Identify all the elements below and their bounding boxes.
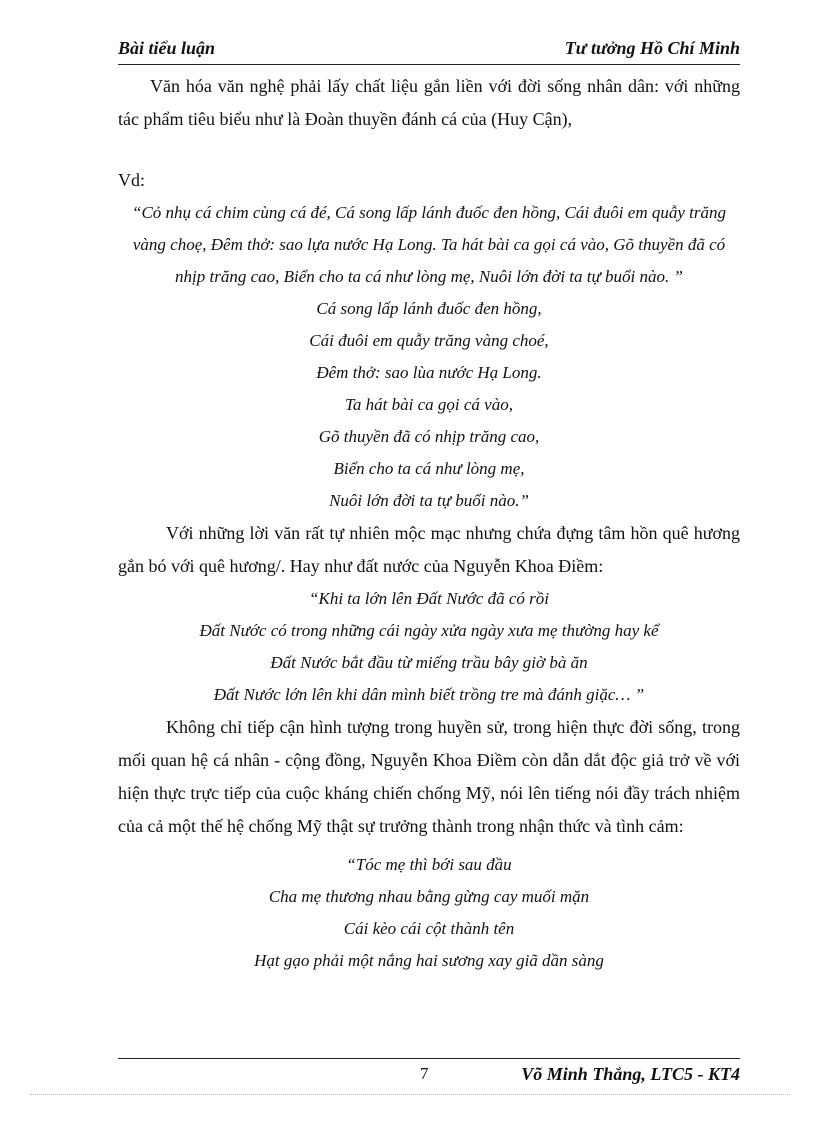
quoted-paragraph: “Cỏ nhụ cá chim cùng cá đé, Cá song lấp lánh đuốc đen hồng, Cái đuôi em quẫy trăng vàng choẹ, Đêm thở: sao lựa nước Hạ Long. Ta hát bài ca gọi cá vào, Gõ thuyền đã có nhịp trăng cao, Biển cho ta cá như lòng mẹ, Nuôi lớn đời ta tự buổi nào. ” [131,203,726,286]
page-number: 7 [420,1064,429,1083]
poem-line: Nuôi lớn đời ta tự buổi nào.” [329,491,529,510]
poem-3 [118,849,740,977]
poem-line: Cá song lấp lánh đuốc đen hồng, [316,299,542,318]
poem-line: Đất Nước có trong những cái ngày xửa ngày xưa mẹ thường hay kể [199,621,659,640]
footer-author: Võ Minh Thắng, LTC5 - KT4 [521,1064,740,1084]
poem-line: Biển cho ta cá như lòng mẹ, [333,459,525,478]
paragraph-3: Không chỉ tiếp cận hình tượng trong huyền sử, trong hiện thực đời sống, trong mối quan hệ cá nhân - cộng đồng, Nguyễn Khoa Điềm còn dẫn dắt độc giả trở về với hiện thực trực tiếp của cuộc kháng chiến chống Mỹ, nói lên tiếng nói đầy trách nhiệm của cả một thế hệ chống Mỹ thật sự trưởng thành trong nhận thức và tình cảm: [118,717,740,836]
poem-line: Đất Nước bắt đầu từ miếng trầu bây giờ bà ăn [270,653,588,672]
example-label: Vd: [118,170,145,190]
poem-1 [118,293,740,517]
poem-line: “Tóc mẹ thì bới sau đầu [346,855,512,874]
footer-divider [118,1058,740,1059]
page-header [118,36,740,65]
header-left-title: Bài tiểu luận [118,38,216,58]
poem-line: Cha mẹ thương nhau bằng gừng cay muối mặn [268,887,590,906]
poem-line: Hạt gạo phải một nắng hai sương xay giã dần sàng [254,951,604,970]
poem-2 [118,583,740,711]
paragraph-1: Văn hóa văn nghệ phải lấy chất liệu gắn liền với đời sống nhân dân: với những tác phẩm tiêu biểu như là Đoàn thuyền đánh cá của (Huy Cận), [118,76,740,129]
paragraph-2: Với những lời văn rất tự nhiên mộc mạc nhưng chứa đựng tâm hồn quê hương gắn bó với quê hương/. Hay như đất nước của Nguyễn Khoa Điềm: [118,523,740,576]
poem-line: Cái đuôi em quẫy trăng vàng choé, [309,331,549,350]
poem-line: Đất Nước lớn lên khi dân mình biết trồng tre mà đánh giặc… ” [213,685,645,704]
poem-line: Gõ thuyền đã có nhịp trăng cao, [318,427,540,446]
document-body [118,70,740,977]
poem-line: “Khi ta lớn lên Đất Nước đã có rồi [309,589,549,608]
poem-line: Cái kèo cái cột thành tên [343,919,515,938]
header-right-title: Tư tưởng Hồ Chí Minh [564,38,740,58]
poem-line: Ta hát bài ca gọi cá vào, [345,395,513,414]
poem-line: Đêm thở: sao lùa nước Hạ Long. [316,363,542,382]
page-bottom-border [30,1094,790,1095]
